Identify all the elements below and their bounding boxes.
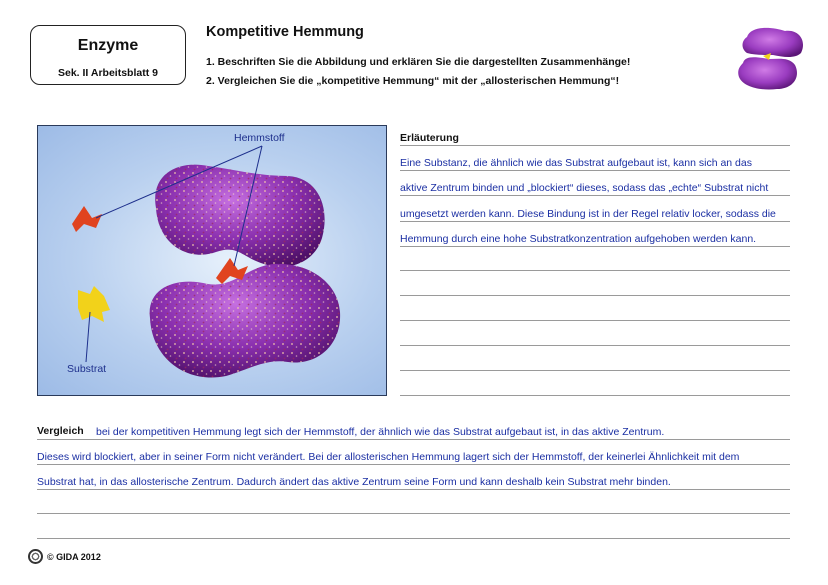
vergleich-title: Vergleich — [37, 425, 84, 437]
writing-line — [37, 513, 790, 514]
enzyme-figure — [37, 125, 387, 396]
worksheet-subtitle: Sek. II Arbeitsblatt 9 — [58, 67, 158, 79]
writing-line — [400, 195, 790, 196]
task-2: 2. Vergleichen Sie die „kompetitive Hemmung“ mit der „allosterischen Hemmung“! — [206, 75, 620, 87]
writing-line — [400, 221, 790, 222]
writing-line — [400, 145, 790, 146]
erlaeuterung-line-3: umgesetzt werden kann. Diese Bindung ist in der Regel relativ locker, sodass die — [400, 208, 776, 220]
copyright-text: © GIDA 2012 — [47, 551, 101, 562]
writing-line — [400, 270, 790, 271]
label-hemmstoff: Hemmstoff — [234, 132, 285, 144]
vergleich-line-2: Dieses wird blockiert, aber in seiner Form nicht verändert. Bei der allosterischen Hemmung lagert sich der Hemmstoff, der keinerlei Ähnlichkeit mit dem — [37, 451, 740, 463]
writing-line — [37, 439, 790, 440]
enzyme-illustration — [38, 126, 387, 396]
writing-line — [37, 489, 790, 490]
gida-logo-icon — [28, 549, 43, 564]
writing-line — [400, 246, 790, 247]
writing-line — [400, 295, 790, 296]
task-1: 1. Beschriften Sie die Abbildung und erklären Sie die dargestellten Zusammenhänge! — [206, 56, 631, 68]
erlaeuterung-line-1: Eine Substanz, die ähnlich wie das Substrat aufgebaut ist, kann sich an das — [400, 157, 752, 169]
erlaeuterung-line-2: aktive Zentrum binden und „blockiert“ dieses, sodass das „echte“ Substrat nicht — [400, 182, 769, 194]
erlaeuterung-title: Erläuterung — [400, 132, 459, 144]
vergleich-line-1: bei der kompetitiven Hemmung legt sich der Hemmstoff, der ähnlich wie das Substrat aufgebaut ist, in das aktive Zentrum. — [96, 426, 665, 438]
writing-line — [37, 538, 790, 539]
writing-line — [400, 345, 790, 346]
writing-line — [400, 170, 790, 171]
footer — [28, 549, 101, 564]
writing-line — [37, 464, 790, 465]
vergleich-line-3: Substrat hat, in das allosterische Zentrum. Dadurch ändert das aktive Zentrum seine Form und kann deshalb kein Substrat mehr binden. — [37, 476, 671, 488]
label-substrat: Substrat — [67, 363, 107, 375]
page-heading: Kompetitive Hemmung — [206, 24, 364, 40]
substrate-shape — [78, 286, 110, 322]
worksheet-title-box — [30, 25, 186, 85]
writing-line — [400, 370, 790, 371]
writing-line — [400, 395, 790, 396]
writing-line — [400, 320, 790, 321]
enzyme-thumbnail-icon — [733, 23, 805, 93]
worksheet-title: Enzyme — [77, 37, 139, 54]
inhibitor-free-shape — [72, 206, 102, 232]
erlaeuterung-line-4: Hemmung durch eine hohe Substratkonzentration aufgehoben werden kann. — [400, 233, 757, 245]
